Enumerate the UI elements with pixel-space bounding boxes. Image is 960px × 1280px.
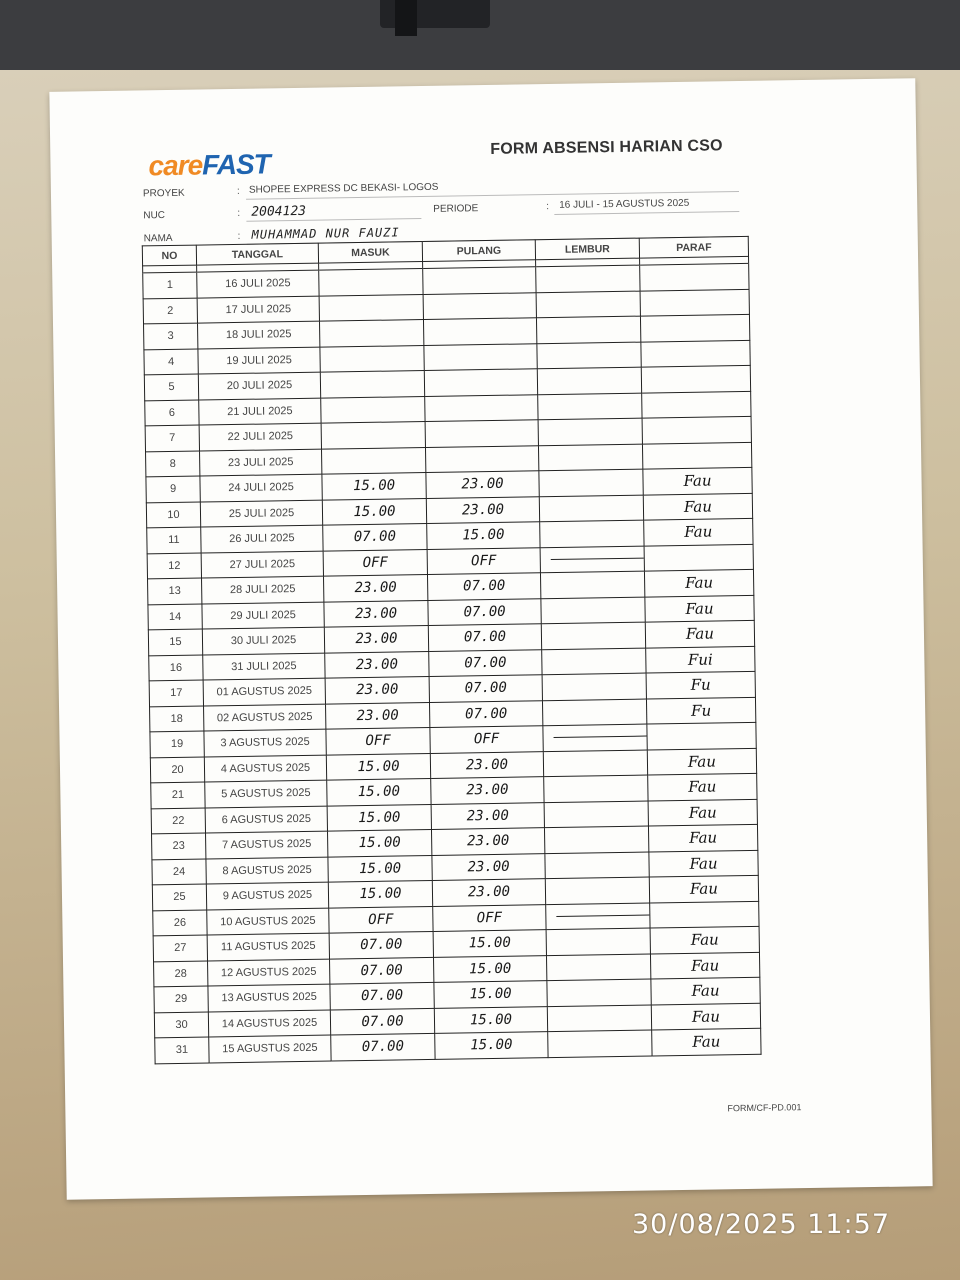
carefast-logo <box>148 148 270 182</box>
cell-masuk: 07.00 <box>330 1008 434 1035</box>
cell-masuk <box>320 345 424 372</box>
cell-no: 17 <box>149 680 203 706</box>
cell-tanggal: 23 JULI 2025 <box>200 449 322 476</box>
cell-no: 9 <box>146 476 200 502</box>
cell-no: 2 <box>143 298 197 324</box>
cell-masuk: 15.00 <box>327 829 431 856</box>
cell-lembur <box>546 954 650 981</box>
cell-pulang: 07.00 <box>428 624 541 651</box>
cell-no: 12 <box>147 553 201 579</box>
cell-lembur <box>545 877 649 904</box>
proyek-value: SHOPEE EXPRESS DC BEKASI- LOGOS <box>248 181 439 196</box>
cell-masuk: 23.00 <box>325 702 429 729</box>
cell-lembur <box>537 367 641 394</box>
nama-label: NAMA <box>143 232 173 245</box>
cell-tanggal: 26 JULI 2025 <box>201 525 323 552</box>
cell-pulang: OFF <box>430 726 543 753</box>
cell-no: 1 <box>143 272 197 298</box>
cell-lembur <box>539 495 643 522</box>
header-paraf: PARAF <box>639 236 748 258</box>
cell-no: 23 <box>152 833 206 859</box>
periode-label: PERIODE <box>433 203 479 215</box>
cell-lembur <box>545 852 649 879</box>
cell-lembur <box>541 597 645 624</box>
cell-masuk: 15.00 <box>322 498 426 525</box>
nama-value: MUHAMMAD NUR FAUZI <box>251 225 400 242</box>
cell-paraf <box>640 289 749 316</box>
cell-tanggal: 14 AGUSTUS 2025 <box>208 1010 330 1037</box>
cell-pulang <box>425 394 538 421</box>
cell-tanggal: 21 JULI 2025 <box>199 398 321 425</box>
cell-no: 28 <box>154 960 208 986</box>
cell-pulang: OFF <box>433 904 546 931</box>
cell-tanggal: 13 AGUSTUS 2025 <box>208 984 330 1011</box>
cell-paraf: Fau <box>649 875 758 902</box>
cell-paraf: Fu <box>646 697 755 724</box>
cell-no: 11 <box>147 527 201 553</box>
cell-lembur <box>540 520 644 547</box>
cell-pulang: 07.00 <box>429 649 542 676</box>
cell-pulang: 15.00 <box>435 1032 548 1059</box>
cell-tanggal: 27 JULI 2025 <box>201 551 323 578</box>
cell-tanggal: 25 JULI 2025 <box>200 500 322 527</box>
cell-pulang: 23.00 <box>431 802 544 829</box>
cell-lembur <box>546 903 650 930</box>
cell-lembur <box>536 291 640 318</box>
cell-paraf: Fu <box>646 671 755 698</box>
cell-no: 30 <box>154 1011 208 1037</box>
cell-lembur <box>543 750 647 777</box>
cell-tanggal: 31 JULI 2025 <box>203 653 325 680</box>
header-lembur: LEMBUR <box>535 238 639 260</box>
cell-pulang <box>425 445 538 472</box>
cell-tanggal: 10 AGUSTUS 2025 <box>207 908 329 935</box>
cell-masuk: 15.00 <box>326 753 430 780</box>
cell-lembur <box>544 826 648 853</box>
off-day-strike-line <box>554 735 648 738</box>
cell-no: 27 <box>153 935 207 961</box>
cell-no: 3 <box>144 323 198 349</box>
cell-tanggal: 28 JULI 2025 <box>202 576 324 603</box>
cell-pulang: 07.00 <box>429 700 542 727</box>
cell-no: 4 <box>144 349 198 375</box>
cell-pulang: 07.00 <box>428 598 541 625</box>
cell-pulang: 23.00 <box>432 879 545 906</box>
cell-lembur <box>541 622 645 649</box>
cell-tanggal: 16 JULI 2025 <box>197 270 319 297</box>
cell-masuk: 15.00 <box>328 855 432 882</box>
cell-paraf: Fau <box>651 1003 760 1030</box>
cell-paraf: Fau <box>644 518 753 545</box>
cell-lembur <box>542 648 646 675</box>
cell-paraf: Fau <box>648 824 757 851</box>
cell-masuk: 15.00 <box>327 778 431 805</box>
cell-pulang: 07.00 <box>429 675 542 702</box>
cell-no: 20 <box>150 757 204 783</box>
cell-pulang: 23.00 <box>426 471 539 498</box>
cell-lembur <box>547 979 651 1006</box>
cell-pulang: 23.00 <box>426 496 539 523</box>
cell-paraf <box>641 340 750 367</box>
cell-masuk: 07.00 <box>331 1033 435 1060</box>
cell-pulang: 15.00 <box>434 981 547 1008</box>
periode-value: 16 JULI - 15 AGUSTUS 2025 <box>559 197 690 211</box>
cell-lembur <box>540 546 644 573</box>
cell-pulang: 23.00 <box>431 777 544 804</box>
cell-lembur <box>539 469 643 496</box>
cell-no: 6 <box>145 400 199 426</box>
cell-no: 5 <box>144 374 198 400</box>
cell-lembur <box>540 571 644 598</box>
nuc-value: 2004123 <box>251 203 307 220</box>
cell-masuk: 07.00 <box>329 957 433 984</box>
cell-pulang <box>423 292 536 319</box>
cell-masuk <box>320 371 424 398</box>
cell-no: 19 <box>150 731 204 757</box>
cell-paraf: Fau <box>648 799 757 826</box>
cell-paraf <box>640 314 749 341</box>
header-pulang: PULANG <box>422 240 535 262</box>
cell-no: 15 <box>148 629 202 655</box>
form-title: FORM ABSENSI HARIAN CSO <box>490 137 723 158</box>
cell-masuk: OFF <box>323 549 427 576</box>
cell-masuk: 23.00 <box>323 574 427 601</box>
cell-no: 7 <box>145 425 199 451</box>
header-no: NO <box>142 245 196 266</box>
cell-lembur <box>536 316 640 343</box>
cell-masuk <box>321 422 425 449</box>
cell-paraf <box>642 391 751 418</box>
cell-no: 26 <box>153 909 207 935</box>
cell-tanggal: 22 JULI 2025 <box>199 423 321 450</box>
cell-lembur <box>544 801 648 828</box>
cell-tanggal: 9 AGUSTUS 2025 <box>206 882 328 909</box>
photo-timestamp: 30/08/2025 11:57 <box>632 1209 891 1240</box>
cell-lembur <box>537 342 641 369</box>
cell-no: 13 <box>148 578 202 604</box>
nama-colon: : <box>237 230 241 242</box>
cell-masuk <box>321 396 425 423</box>
cell-masuk <box>319 294 423 321</box>
attendance-table <box>142 236 762 1064</box>
cell-pulang <box>423 318 536 345</box>
cell-masuk: 07.00 <box>329 931 433 958</box>
cell-paraf <box>640 263 749 290</box>
form-code: FORM/CF-PD.001 <box>727 1102 802 1114</box>
cell-masuk: 07.00 <box>330 982 434 1009</box>
cell-no: 14 <box>148 604 202 630</box>
cell-tanggal: 18 JULI 2025 <box>198 321 320 348</box>
cell-no: 24 <box>152 859 206 885</box>
off-day-strike-line <box>551 556 645 559</box>
cell-tanggal: 6 AGUSTUS 2025 <box>205 806 327 833</box>
cell-tanggal: 15 AGUSTUS 2025 <box>209 1035 331 1062</box>
cell-tanggal: 17 JULI 2025 <box>197 296 319 323</box>
logo-fast-text: FAST <box>201 148 270 181</box>
attendance-rows <box>143 263 761 1063</box>
cell-no: 16 <box>149 655 203 681</box>
cell-pulang <box>423 267 536 294</box>
cell-pulang: 15.00 <box>434 1006 547 1033</box>
cell-paraf <box>642 416 751 443</box>
cell-masuk: 15.00 <box>328 880 432 907</box>
header-masuk: MASUK <box>318 242 422 264</box>
cell-paraf: Fau <box>644 569 753 596</box>
cell-pulang: 23.00 <box>432 853 545 880</box>
cell-paraf <box>644 544 753 571</box>
cell-paraf <box>642 442 751 469</box>
cell-tanggal: 3 AGUSTUS 2025 <box>204 729 326 756</box>
proyek-label: PROYEK <box>142 187 185 200</box>
cell-lembur <box>538 393 642 420</box>
cell-pulang <box>424 343 537 370</box>
desk-background-top <box>0 0 960 70</box>
cell-paraf: Fui <box>646 646 755 673</box>
cell-paraf: Fau <box>650 926 759 953</box>
cell-pulang: 15.00 <box>433 930 546 957</box>
cell-tanggal: 19 JULI 2025 <box>198 347 320 374</box>
cell-tanggal: 5 AGUSTUS 2025 <box>205 780 327 807</box>
cell-paraf: Fau <box>652 1028 761 1055</box>
cell-pulang: 23.00 <box>431 828 544 855</box>
logo-care-text: care <box>148 149 203 182</box>
cell-pulang: 15.00 <box>433 955 546 982</box>
cell-no: 10 <box>146 502 200 528</box>
cell-lembur <box>536 265 640 292</box>
proyek-colon: : <box>236 185 240 197</box>
cell-pulang: 23.00 <box>430 751 543 778</box>
cell-tanggal: 20 JULI 2025 <box>198 372 320 399</box>
cell-paraf: Fau <box>645 595 754 622</box>
cell-paraf <box>641 365 750 392</box>
cell-no: 21 <box>151 782 205 808</box>
cell-lembur <box>548 1030 652 1057</box>
cell-tanggal: 24 JULI 2025 <box>200 474 322 501</box>
cell-no: 22 <box>151 808 205 834</box>
cell-lembur <box>547 1005 651 1032</box>
cell-masuk: 15.00 <box>327 804 431 831</box>
cell-tanggal: 11 AGUSTUS 2025 <box>207 933 329 960</box>
header-tanggal: TANGGAL <box>196 243 318 265</box>
cell-pulang <box>425 420 538 447</box>
cell-tanggal: 7 AGUSTUS 2025 <box>206 831 328 858</box>
cell-paraf: Fau <box>648 773 757 800</box>
cell-masuk: OFF <box>329 906 433 933</box>
cell-no: 25 <box>152 884 206 910</box>
cell-paraf: Fau <box>643 493 752 520</box>
cell-masuk: 23.00 <box>325 651 429 678</box>
cell-masuk: 23.00 <box>324 625 428 652</box>
cell-masuk <box>319 269 423 296</box>
cell-masuk: 23.00 <box>325 676 429 703</box>
cell-lembur <box>538 418 642 445</box>
cell-pulang: 07.00 <box>427 573 540 600</box>
cell-paraf: Fau <box>651 977 760 1004</box>
cell-no: 8 <box>146 451 200 477</box>
nuc-label: NUC <box>143 210 166 222</box>
cell-masuk: 07.00 <box>323 523 427 550</box>
cell-lembur <box>543 724 647 751</box>
cell-masuk <box>321 447 425 474</box>
cell-lembur <box>546 928 650 955</box>
cell-lembur <box>538 444 642 471</box>
cell-no: 31 <box>155 1037 209 1063</box>
cell-pulang: OFF <box>427 547 540 574</box>
cell-tanggal: 01 AGUSTUS 2025 <box>203 678 325 705</box>
cell-paraf <box>647 722 756 749</box>
cell-masuk: OFF <box>326 727 430 754</box>
cell-masuk <box>319 320 423 347</box>
off-day-strike-line <box>556 913 650 916</box>
cell-tanggal: 12 AGUSTUS 2025 <box>208 959 330 986</box>
cell-masuk: 15.00 <box>322 473 426 500</box>
cell-tanggal: 4 AGUSTUS 2025 <box>204 755 326 782</box>
cell-tanggal: 29 JULI 2025 <box>202 602 324 629</box>
cell-tanggal: 30 JULI 2025 <box>202 627 324 654</box>
cell-masuk: 23.00 <box>324 600 428 627</box>
laptop-hinge <box>395 0 417 36</box>
cell-tanggal: 8 AGUSTUS 2025 <box>206 857 328 884</box>
cell-lembur <box>544 775 648 802</box>
cell-lembur <box>542 673 646 700</box>
cell-lembur <box>542 699 646 726</box>
cell-paraf: Fau <box>649 850 758 877</box>
cell-paraf: Fau <box>643 467 752 494</box>
cell-paraf: Fau <box>647 748 756 775</box>
attendance-form-sheet <box>49 78 932 1199</box>
nuc-colon: : <box>237 207 241 219</box>
cell-no: 18 <box>150 706 204 732</box>
periode-underline <box>554 211 739 215</box>
periode-colon: : <box>546 201 550 213</box>
cell-paraf: Fau <box>645 620 754 647</box>
cell-paraf <box>650 901 759 928</box>
cell-no: 29 <box>154 986 208 1012</box>
cell-paraf: Fau <box>650 952 759 979</box>
cell-pulang: 15.00 <box>427 522 540 549</box>
cell-pulang <box>424 369 537 396</box>
cell-tanggal: 02 AGUSTUS 2025 <box>204 704 326 731</box>
